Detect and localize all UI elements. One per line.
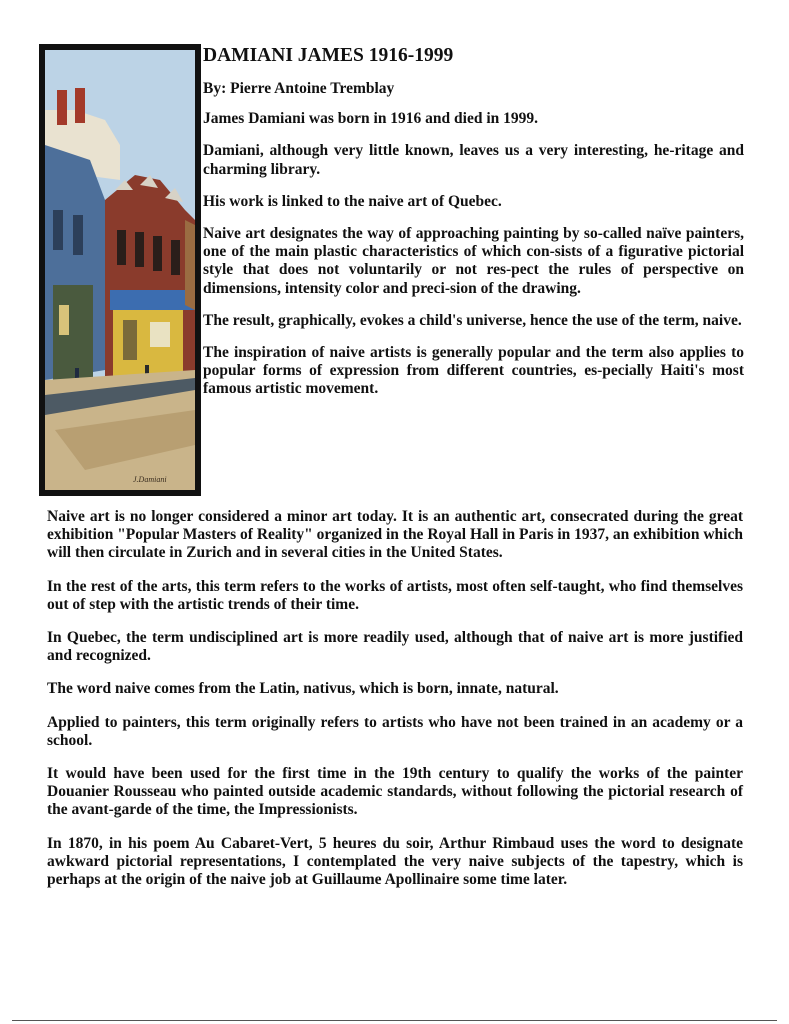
body-paragraph: In Quebec, the term undisciplined art is more readily used, although that of naive art is more justified and recognized.: [47, 629, 743, 665]
window: [117, 230, 126, 265]
article-title: DAMIANI JAMES 1916-1999: [203, 45, 454, 66]
window: [53, 210, 63, 250]
side-paragraph: His work is linked to the naive art of Quebec.: [203, 192, 502, 210]
body-paragraph: In the rest of the arts, this term refers to the works of artists, most often self-taught, who find themselves out of step with the artistic trends of their time.: [47, 577, 743, 613]
body-paragraph: In 1870, in his poem Au Cabaret-Vert, 5 heures du soir, Arthur Rimbaud uses the word to designate awkward pictorial representations, I contemplated the very naive subjects of the tapestry, which is perhaps at the origin of the naive job at Guillaume Apollinaire some time later.: [47, 834, 743, 889]
article-header-column: [203, 44, 744, 413]
body-paragraph: Naive art is no longer considered a minor art today. It is an authentic art, consecrated during the great exhibition "Popular Masters of Reality" organized in the Royal Hall in Paris in 1937, an exhibition which will then circulate in Zurich and in several cities in the United States.: [47, 508, 743, 562]
side-paragraph: The result, graphically, evokes a child's universe, hence the use of the term, naive.: [203, 311, 742, 329]
side-paragraph: Damiani, although very little known, leaves us a very interesting, he-ritage and charming library.: [203, 142, 744, 178]
window: [73, 215, 83, 255]
side-paragraph: Naive art designates the way of approaching painting by so-called naïve painters, one of the main plastic characteristics of which con-sists of a figurative pictorial style that does not voluntarily or not res-pect the rules of perspective on dimensions, intensity color and preci-sion of the drawing.: [203, 225, 744, 297]
side-paragraph: James Damiani was born in 1916 and died in 1999.: [203, 110, 539, 128]
street-scene-painting: [45, 50, 195, 490]
shop-window: [59, 305, 69, 335]
body-paragraph: It would have been used for the first time in the 19th century to qualify the works of the painter Douanier Rousseau who painted outside academic standards, without following the pictorial research of the avant-garde of the time, the Impressionists.: [47, 765, 743, 819]
painting-signature: J.Damiani: [133, 475, 167, 484]
shop-window: [150, 322, 170, 347]
shop-door: [123, 320, 137, 360]
painting-frame: [39, 44, 201, 496]
article-byline: By: Pierre Antoine Tremblay: [203, 80, 395, 97]
window: [153, 236, 162, 271]
shop-sign: [110, 290, 195, 310]
article-body: [47, 508, 743, 904]
side-building: [185, 220, 195, 310]
window: [135, 232, 144, 267]
body-paragraph: The word naive comes from the Latin, nativus, which is born, innate, natural.: [47, 680, 559, 698]
side-paragraph: The inspiration of naive artists is generally popular and the term also applies to popular forms of expression from different countries, es-pecially Haiti's most famous artistic movement.: [203, 344, 744, 398]
window: [171, 240, 180, 275]
chimney: [75, 88, 85, 123]
page-bottom-rule: [12, 1020, 777, 1021]
chimney: [57, 90, 67, 125]
body-paragraph: Applied to painters, this term originally refers to artists who have not been trained in an academy or a school.: [47, 713, 743, 749]
